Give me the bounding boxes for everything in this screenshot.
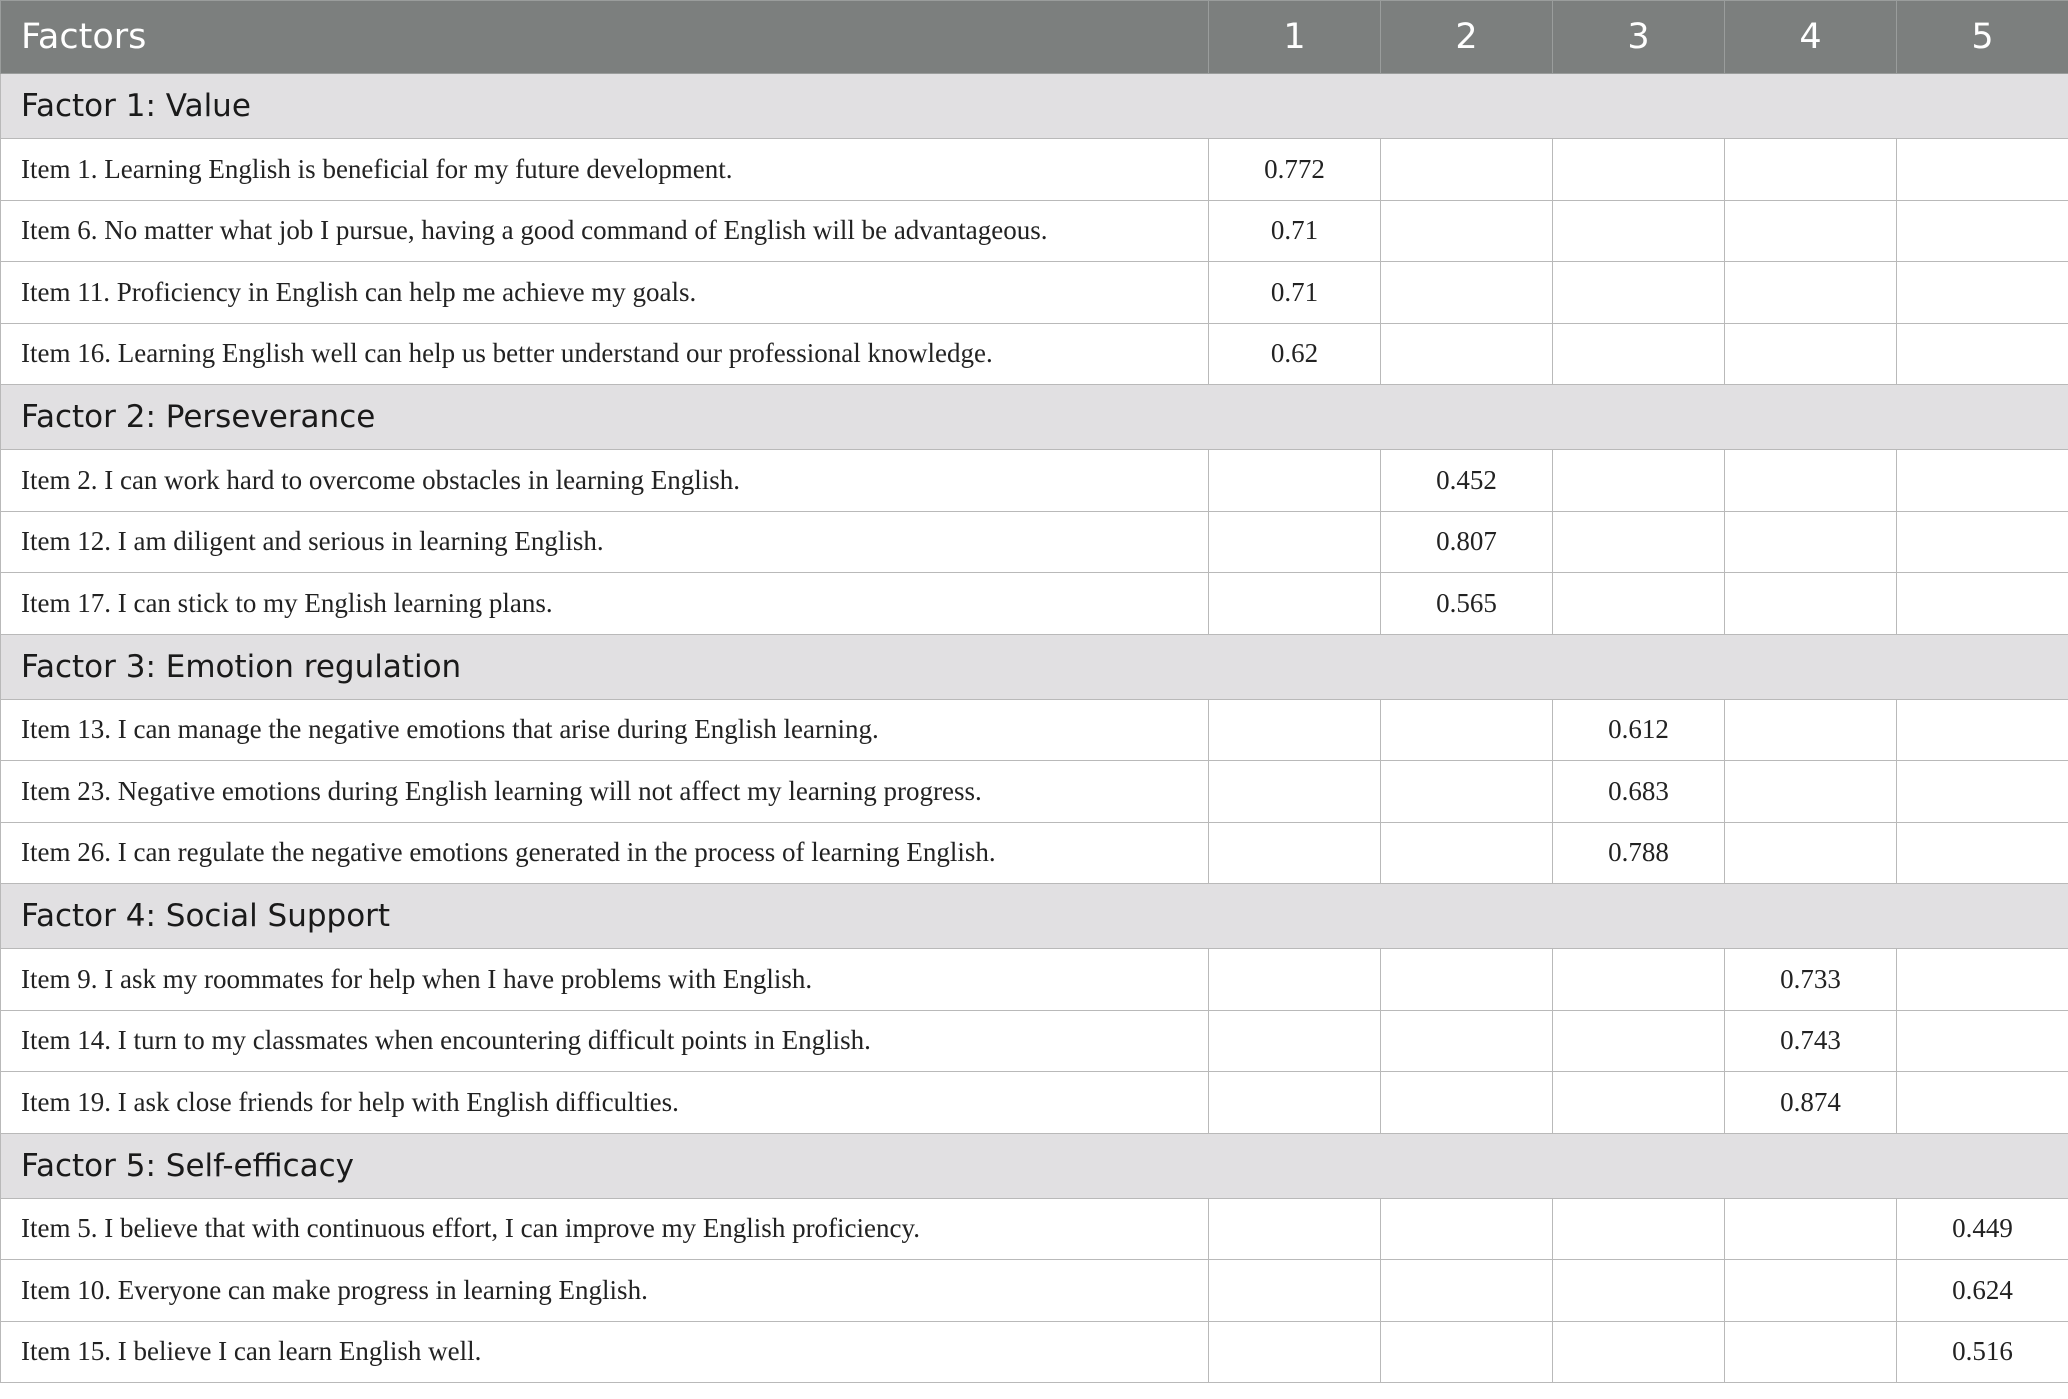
loading-cell-1 <box>1209 573 1381 635</box>
loading-cell-2 <box>1381 200 1553 262</box>
table-row <box>1 200 2068 262</box>
loading-cell-3 <box>1553 1321 1725 1383</box>
item-label: Item 14. I turn to my classmates when encountering difficult points in English. <box>1 1010 1209 1072</box>
loading-cell-5 <box>1897 949 2068 1011</box>
loading-cell-1 <box>1209 1198 1381 1260</box>
table-row <box>1 1010 2068 1072</box>
item-label: Item 17. I can stick to my English learning plans. <box>1 573 1209 635</box>
loading-cell-4: 0.874 <box>1725 1072 1897 1134</box>
item-label: Item 12. I am diligent and serious in learning English. <box>1 511 1209 573</box>
table-row <box>1 1072 2068 1134</box>
header-col-1: 1 <box>1209 1 1381 74</box>
loading-cell-1 <box>1209 450 1381 512</box>
loading-cell-3 <box>1553 323 1725 385</box>
item-label: Item 13. I can manage the negative emotions that arise during English learning. <box>1 699 1209 761</box>
table-row <box>1 949 2068 1011</box>
table-row <box>1 262 2068 324</box>
table-row <box>1 761 2068 823</box>
loading-cell-2 <box>1381 1321 1553 1383</box>
header-row <box>1 1 2068 74</box>
loading-cell-4 <box>1725 822 1897 884</box>
loading-cell-3 <box>1553 262 1725 324</box>
loading-cell-5: 0.516 <box>1897 1321 2068 1383</box>
loading-cell-5 <box>1897 573 2068 635</box>
table-row <box>1 450 2068 512</box>
factor-group-row <box>1 884 2068 949</box>
item-label: Item 23. Negative emotions during English learning will not affect my learning progress. <box>1 761 1209 823</box>
header-col-5: 5 <box>1897 1 2068 74</box>
loading-cell-1 <box>1209 1321 1381 1383</box>
loading-cell-2 <box>1381 1260 1553 1322</box>
loading-cell-4 <box>1725 450 1897 512</box>
loading-cell-2 <box>1381 262 1553 324</box>
table-row <box>1 1321 2068 1383</box>
loading-cell-4 <box>1725 1198 1897 1260</box>
loading-cell-5 <box>1897 262 2068 324</box>
loading-cell-1 <box>1209 699 1381 761</box>
factor-group-row <box>1 1133 2068 1198</box>
loading-cell-3 <box>1553 450 1725 512</box>
loading-cell-3: 0.788 <box>1553 822 1725 884</box>
item-label: Item 2. I can work hard to overcome obstacles in learning English. <box>1 450 1209 512</box>
loading-cell-5 <box>1897 1072 2068 1134</box>
table-body <box>1 74 2068 1383</box>
table-row <box>1 1260 2068 1322</box>
item-label: Item 10. Everyone can make progress in learning English. <box>1 1260 1209 1322</box>
loading-cell-3 <box>1553 511 1725 573</box>
loading-cell-5 <box>1897 1010 2068 1072</box>
loading-cell-2 <box>1381 699 1553 761</box>
loading-cell-2 <box>1381 1072 1553 1134</box>
loading-cell-4 <box>1725 262 1897 324</box>
loading-cell-1 <box>1209 822 1381 884</box>
loading-cell-3 <box>1553 1198 1725 1260</box>
factor-group-title: Factor 5: Self-efficacy <box>1 1133 2068 1198</box>
factor-group-title: Factor 4: Social Support <box>1 884 2068 949</box>
loading-cell-1 <box>1209 949 1381 1011</box>
factor-group-row <box>1 74 2068 139</box>
loading-cell-5 <box>1897 822 2068 884</box>
item-label: Item 6. No matter what job I pursue, having a good command of English will be advantageous. <box>1 200 1209 262</box>
factor-group-row <box>1 385 2068 450</box>
loading-cell-2 <box>1381 323 1553 385</box>
header-col-4: 4 <box>1725 1 1897 74</box>
loading-cell-5 <box>1897 200 2068 262</box>
loading-cell-3 <box>1553 949 1725 1011</box>
loading-cell-3 <box>1553 1260 1725 1322</box>
item-label: Item 15. I believe I can learn English well. <box>1 1321 1209 1383</box>
table-row <box>1 323 2068 385</box>
loading-cell-2 <box>1381 139 1553 201</box>
loading-cell-5: 0.449 <box>1897 1198 2068 1260</box>
loading-cell-2 <box>1381 1198 1553 1260</box>
loading-cell-1 <box>1209 511 1381 573</box>
loading-cell-1 <box>1209 1072 1381 1134</box>
table-row <box>1 1198 2068 1260</box>
loading-cell-2 <box>1381 1010 1553 1072</box>
table-row <box>1 139 2068 201</box>
item-label: Item 5. I believe that with continuous effort, I can improve my English proficiency. <box>1 1198 1209 1260</box>
loading-cell-4 <box>1725 761 1897 823</box>
loading-cell-4 <box>1725 139 1897 201</box>
loading-cell-1: 0.772 <box>1209 139 1381 201</box>
loading-cell-3 <box>1553 139 1725 201</box>
loading-cell-4 <box>1725 1321 1897 1383</box>
loading-cell-3 <box>1553 200 1725 262</box>
item-label: Item 9. I ask my roommates for help when I have problems with English. <box>1 949 1209 1011</box>
header-col-2: 2 <box>1381 1 1553 74</box>
loading-cell-4 <box>1725 1260 1897 1322</box>
loading-cell-2 <box>1381 761 1553 823</box>
loading-cell-4 <box>1725 699 1897 761</box>
loading-cell-1 <box>1209 1260 1381 1322</box>
table-row <box>1 822 2068 884</box>
factor-group-title: Factor 3: Emotion regulation <box>1 634 2068 699</box>
loading-cell-1: 0.62 <box>1209 323 1381 385</box>
loading-cell-4 <box>1725 511 1897 573</box>
item-label: Item 26. I can regulate the negative emotions generated in the process of learning English. <box>1 822 1209 884</box>
loading-cell-1: 0.71 <box>1209 200 1381 262</box>
loading-cell-3 <box>1553 1010 1725 1072</box>
loading-cell-2 <box>1381 949 1553 1011</box>
loading-cell-4 <box>1725 200 1897 262</box>
loading-cell-3 <box>1553 1072 1725 1134</box>
loading-cell-4: 0.733 <box>1725 949 1897 1011</box>
loading-cell-2 <box>1381 822 1553 884</box>
loading-cell-4 <box>1725 573 1897 635</box>
loading-cell-1 <box>1209 1010 1381 1072</box>
loading-cell-5 <box>1897 761 2068 823</box>
loading-cell-5 <box>1897 450 2068 512</box>
factor-group-title: Factor 1: Value <box>1 74 2068 139</box>
loading-cell-4: 0.743 <box>1725 1010 1897 1072</box>
item-label: Item 11. Proficiency in English can help me achieve my goals. <box>1 262 1209 324</box>
table-row <box>1 699 2068 761</box>
loading-cell-5 <box>1897 323 2068 385</box>
header-col-3: 3 <box>1553 1 1725 74</box>
item-label: Item 19. I ask close friends for help with English difficulties. <box>1 1072 1209 1134</box>
loading-cell-2: 0.452 <box>1381 450 1553 512</box>
item-label: Item 16. Learning English well can help us better understand our professional knowledge. <box>1 323 1209 385</box>
loading-cell-3: 0.612 <box>1553 699 1725 761</box>
factor-group-row <box>1 634 2068 699</box>
loading-cell-5 <box>1897 511 2068 573</box>
loading-cell-3: 0.683 <box>1553 761 1725 823</box>
loading-cell-5: 0.624 <box>1897 1260 2068 1322</box>
loading-cell-2: 0.565 <box>1381 573 1553 635</box>
loading-cell-4 <box>1725 323 1897 385</box>
factor-group-title: Factor 2: Perseverance <box>1 385 2068 450</box>
table-row <box>1 511 2068 573</box>
loading-cell-5 <box>1897 699 2068 761</box>
loading-cell-5 <box>1897 139 2068 201</box>
item-label: Item 1. Learning English is beneficial for my future development. <box>1 139 1209 201</box>
table-row <box>1 573 2068 635</box>
loading-cell-3 <box>1553 573 1725 635</box>
loading-cell-1: 0.71 <box>1209 262 1381 324</box>
loading-cell-1 <box>1209 761 1381 823</box>
loading-cell-2: 0.807 <box>1381 511 1553 573</box>
header-factors: Factors <box>1 1 1209 74</box>
